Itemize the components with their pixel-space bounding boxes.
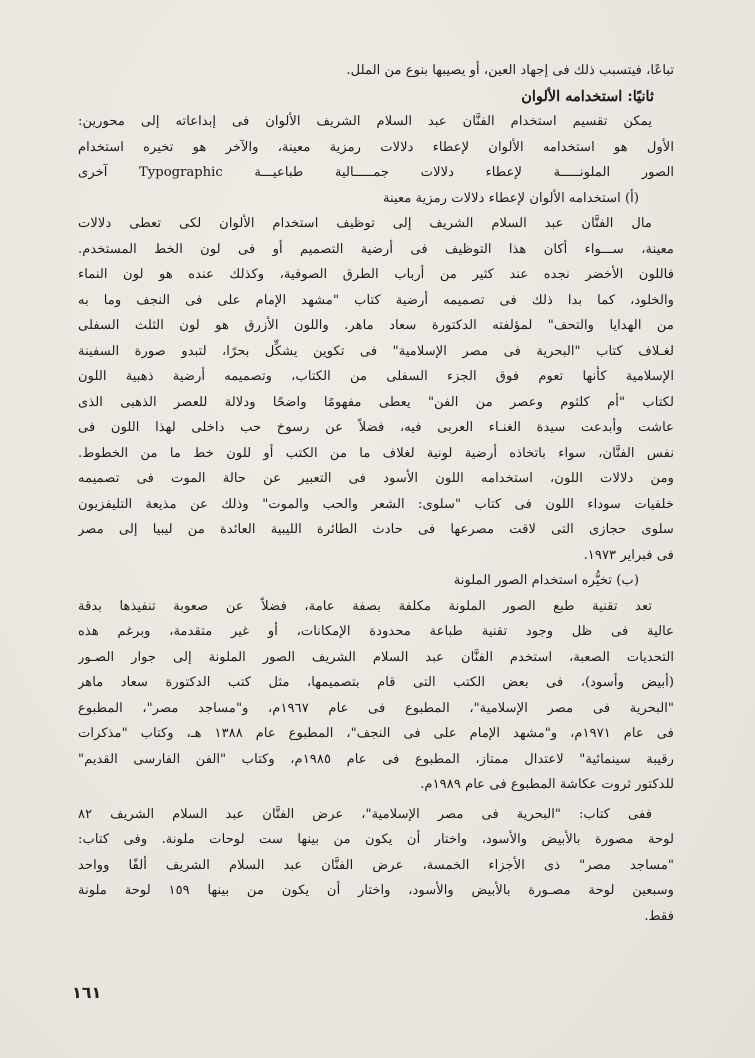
text-line: (أبيض وأسود)، فى بعض الكتب التى قام بتصميمها، مثل كتب الدكتورة سعاد ماهر: [78, 675, 674, 690]
text-line: خلفيات سوداء اللون فى كتاب "سلوى: الشعر والحب والموت" وذلك عن مذيعة التليفزيون: [78, 496, 674, 512]
text-line: يمكن تقسيم استخدام الفنَّان عبد السلام الشريف الألوان فى إبداعاته إلى محورين:: [78, 114, 652, 129]
section-heading: ثانيًا: استخدامه الألوان: [521, 87, 654, 105]
text-line: من الهدايا والتحف" لمؤلفته الدكتورة سعاد ماهر. واللون الأزرق هو لون الثلث السفلى: [78, 318, 674, 333]
text-line: لكتاب "أم كلثوم وعصر من الفن" يعطى مفهومًا واضحًا ودلالة للعصر الذهبى الذى: [78, 394, 674, 410]
text-line: ففى كتاب: "البحرية فى مصر الإسلامية"، عرض الفنَّان عبد السلام الشريف ٨٢: [78, 806, 652, 822]
text-line: التحديات الصعبة، استخدم الفنَّان عبد السلام الشريف الصور الملونة إلى جوار الصـور: [78, 649, 674, 665]
text-line: لوحة مصورة بالأبيض والأسود، واختار أن يكون من بينها ست لوحات ملونة. وفى كتاب:: [78, 832, 674, 847]
text-line: والخلود، كما بدا ذلك فى تصميمه أرضية كتاب "مشهد الإمام على فى النجف وما به: [78, 292, 674, 308]
body-text: [78, 58, 674, 929]
text-line: فى فبراير ١٩٧٣.: [583, 547, 674, 563]
subsection-heading: (أ) استخدامه الألوان لإعطاء دلالات رمزية معينة: [382, 190, 639, 206]
text-line: ومن دلالات اللون، استخدامه اللون الأسود فى التعبير عن حالة الموت فى تصميمه: [78, 471, 674, 486]
text-line: فقط.: [644, 908, 674, 924]
text-line: سلوى حجازى التى لاقت مصرعها فى حادث الطائرة الليبية العائدة من ليبيا إلى مصر: [78, 522, 674, 537]
text-line: للدكتور ثروت عكاشة المطبوع فى عام ١٩٨٩م.: [420, 777, 674, 792]
text-line: "مساجد مصر" ذى الأجزاء الخمسة، عرض الفنَّان عبد السلام الشريف ألفًا وواحد: [78, 857, 674, 873]
text-line: تباعًا، فيتسبب ذلك فى إجهاد العين، أو يصيبها بنوع من الملل.: [346, 63, 674, 78]
text-line: لغـلاف كتاب "البحرية فى مصر الإسلامية" فى تكوين يشكِّل بحرًا، لتبدو صورة السفينة: [78, 343, 674, 359]
text-line: الصور الملونـــــة لإعطاء دلالات جمـــــالية طباعيـــة Typographic آخرى: [78, 165, 674, 180]
subsection-heading: (ب) تخيُّره استخدام الصور الملونة: [453, 573, 639, 588]
text-line: فاللون الأخضر نجده عند كثير من أرباب الطرق الصوفية، وكذلك عنده هو لون النماء: [78, 267, 674, 282]
text-line: نفس الفنَّان، سواء باتخاذه أرضية لونية لغلاف ما من الكتب أو للون خط ما من الخطوط.: [78, 445, 674, 461]
text-line: تعد تقنية طبع الصور الملونة مكلفة بصفة عامة، فضلاً عن صعوبة تنفيذها بدقة: [78, 598, 652, 614]
text-line: "البحرية فى مصر الإسلامية"، المطبوع فى عام ١٩٦٧م، و"مساجد مصر"، المطبوع: [78, 700, 674, 716]
text-line: معينة، ســـواء أكان هذا التوظيف فى أرضية التصميم أو فى لون الخط المستخدم.: [78, 241, 674, 257]
text-line: رقيبة سينمائية" لاعتدال ممتاز، المطبوع فى عام ١٩٨٥م، وكتاب "الفن الفارسى القديم": [78, 751, 674, 767]
text-line: وسبعين لوحة مصـورة بالأبيض والأسود، واختار أن يكون من بينها ١٥٩ لوحة ملونة: [78, 883, 674, 898]
text-line: فى عام ١٩٧١م، و"مشهد الإمام على فى النجف"، المطبوع عام ١٣٨٨ هـ، وكتاب "مذكرات: [78, 726, 674, 741]
text-line: الأول هو استخدامه الألوان لإعطاء دلالات رمزية معينة، والآخر هو تخيره استخدام: [78, 139, 674, 155]
text-line: عالية فى ظل وجود تقنية طباعة محدودة الإمكانات، أو غير متقدمة، وبرغم هذه: [78, 624, 674, 639]
page-number: ١٦١: [72, 983, 102, 1002]
text-line: الإسلامية كأنها تعوم فوق الجزء السفلى من الكتاب، وتصميمه أرضية ذهبية اللون: [78, 369, 674, 384]
text-line: عاشت وأبدعت سيدة الغنـاء العربى فيه، فضلاً عن رسوخ حب داخلى لهذا اللون فى: [78, 420, 674, 435]
text-line: مال الفنَّان عبد السلام الشريف إلى توظيف استخدام الألوان لكى تعطى دلالات: [78, 216, 652, 231]
